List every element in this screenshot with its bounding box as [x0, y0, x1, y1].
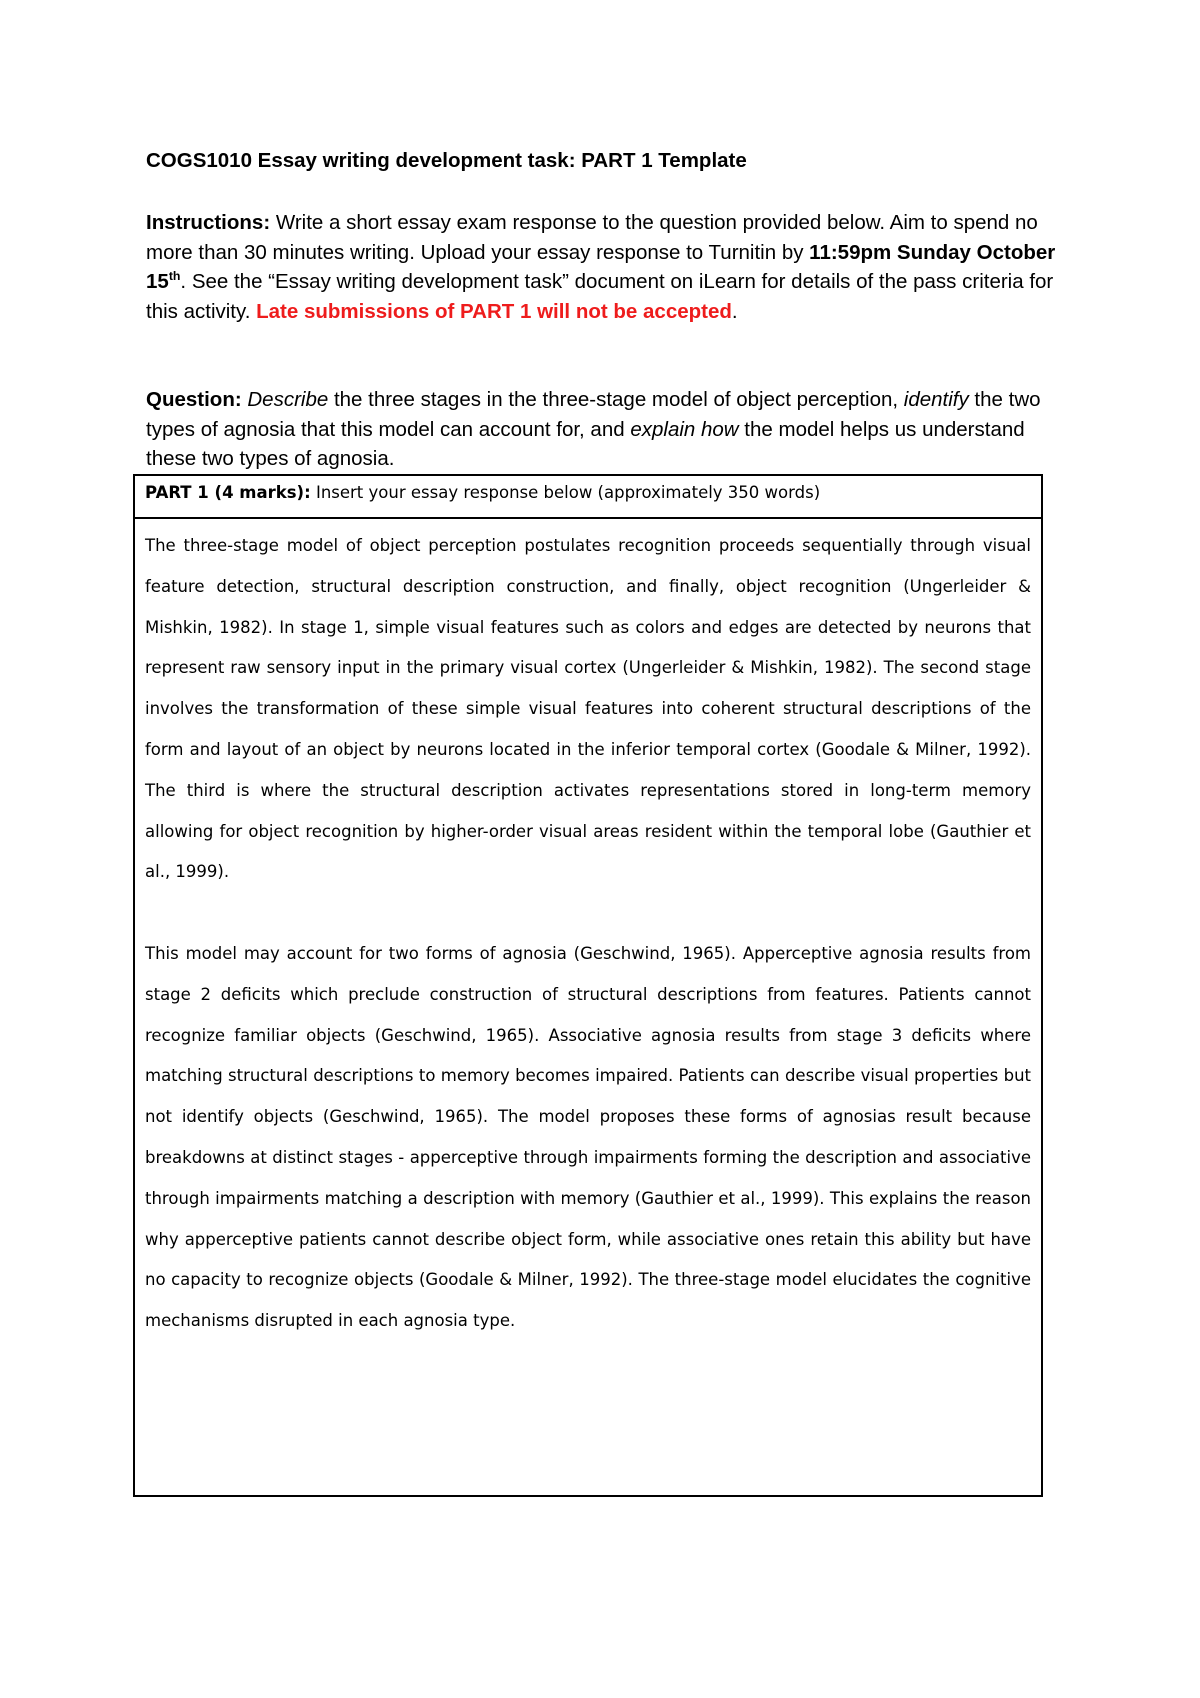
instructions-label: Instructions: [146, 211, 271, 234]
late-submission-warning: Late submissions of PART 1 will not be accepted [256, 299, 732, 323]
essay-paragraph-1: The three-stage model of object perception postulates recognition proceeds sequentially through visual feature detection, structural description construction, and finally, object recognition (Ungerleider & Mishkin, 1982). In stage 1, simple visual features such as colors and edges are detected by neurons that represent raw sensory input in the primary visual cortex (Ungerleider & Mishkin, 1982). The second stage involves the transformation of these simple visual features into coherent structural descriptions of the form and layout of an object by neurons located in the inferior temporal cortex (Goodale & Milner, 1992). The third is where the structural description activates representations stored in long-term memory allowing for object recognition by higher-order visual areas resident within the temporal lobe (Gauthier et al., 1999). [145, 536, 1031, 882]
table-header-cell [135, 476, 1041, 519]
document-title: COGS1010 Essay writing development task: PART 1 Template [146, 149, 747, 172]
instructions-text-3: . [731, 299, 738, 323]
instructions-text: Write a short essay exam response to the question provided below. Aim to spend no more than 30 minutes writing. Upload your essay response to Turnitin by [146, 211, 1038, 264]
question-text-3: the two types of agnosia that this model can account for, and [146, 388, 1041, 441]
instructions-text-2: . See the “Essay writing development task” document on iLearn for details of the pass criteria for this activity. [146, 270, 1054, 323]
question-text-4: the model helps us understand these two types of agnosia. [146, 417, 1025, 470]
essay-response-cell[interactable] [135, 519, 1041, 1495]
question-verb-explain: explain how [630, 417, 739, 441]
question-text-2: the three stages in the three-stage model of object perception, [328, 388, 904, 411]
question-paragraph [146, 385, 1076, 474]
deadline-ordinal-suffix: th [168, 269, 181, 284]
essay-paragraph-2: This model may account for two forms of agnosia (Geschwind, 1965). Apperceptive agnosia results from stage 2 deficits which preclude construction of structural descriptions from features. Patients cannot recognize familiar objects (Geschwind, 1965). Associative agnosia results from stage 3 deficits where matching structural descriptions to memory becomes impaired. Patients can describe visual properties but not identify objects (Geschwind, 1965). The model proposes these forms of agnosias result because breakdowns at distinct stages - apperceptive through impairments forming the description and associative through impairments matching a description with memory (Gauthier et al., 1999). This explains the reason why apperceptive patients cannot describe object form, while associative ones retain this ability but have no capacity to recognize objects (Goodale & Milner, 1992). The three-stage model elucidates the cognitive mechanisms disrupted in each agnosia type. [145, 943, 1031, 1331]
table-header-instruction: Insert your essay response below (approximately 350 words) [310, 483, 821, 502]
essay-response-table [133, 474, 1043, 1497]
question-label: Question: [146, 388, 242, 411]
question-verb-identify: identify [903, 388, 969, 411]
deadline-text: 11:59pm Sunday October 15 [146, 240, 1056, 293]
instructions-paragraph [146, 208, 1076, 326]
part-marks-label: PART 1 (4 marks): [145, 483, 311, 502]
question-verb-describe: Describe [247, 388, 329, 411]
